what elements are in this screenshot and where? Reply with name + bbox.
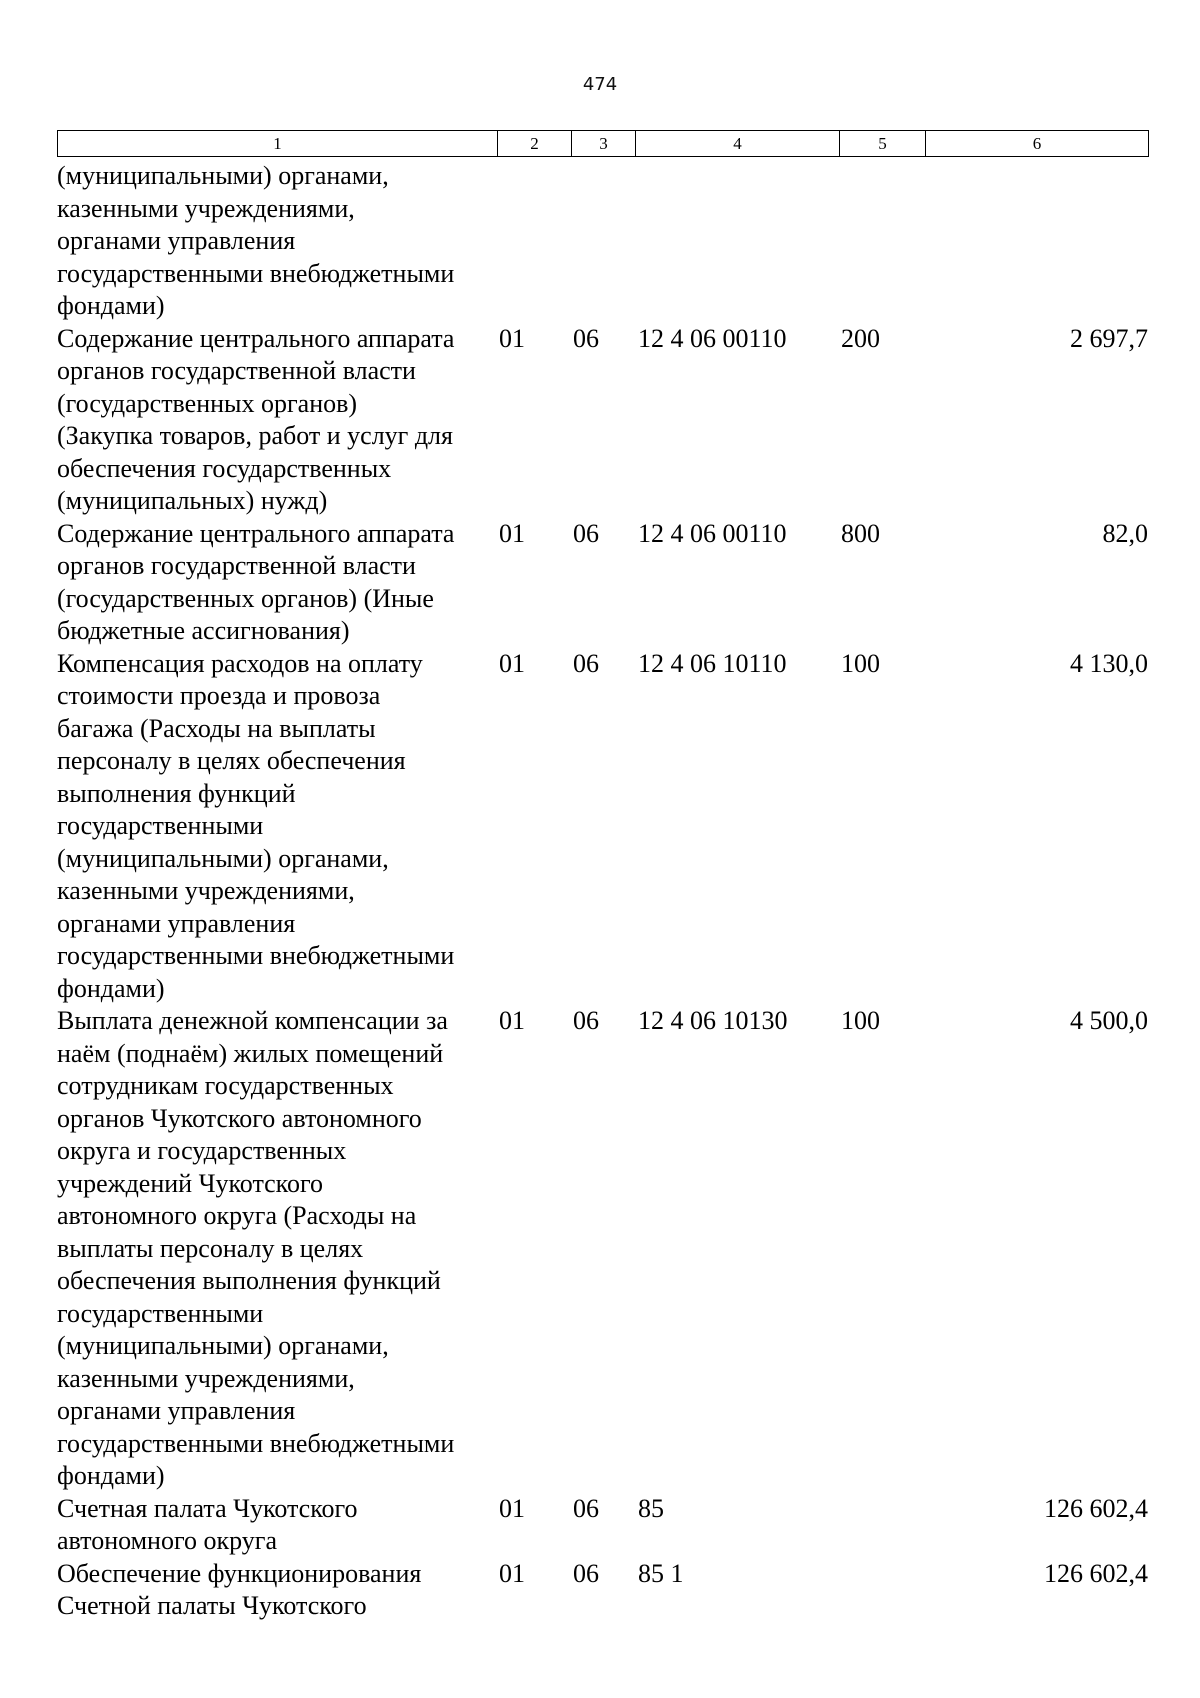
- row-description: Содержание центрального аппарата органов государственной власти (государственных органов) (Закупка товаров, работ и услуг для обеспечения государственных (муниципальных) нужд): [57, 323, 455, 515]
- table-row: [57, 1493, 1148, 1558]
- column-header-3: 3: [572, 131, 636, 157]
- row-target-article: 85 1: [638, 1558, 684, 1588]
- row-subsection-code: 06: [573, 1558, 599, 1588]
- table-row: [57, 1558, 1148, 1623]
- column-header-1: 1: [58, 131, 498, 157]
- row-subsection-code: 06: [573, 648, 599, 678]
- row-description: Компенсация расходов на оплату стоимости проезда и провоза багажа (Расходы на выплаты персоналу в целях обеспечения выполнения функций государственными (муниципальными) органами, казенными учреждениями, органами управления государственными внебюджетными фондами): [57, 648, 455, 1003]
- row-subsection-code: 06: [573, 1493, 599, 1523]
- row-subsection-code: 06: [573, 323, 599, 353]
- page-number: 474: [582, 74, 618, 95]
- row-expense-type: 800: [841, 518, 880, 548]
- row-subsection-code: 06: [573, 1006, 599, 1035]
- table-row: [57, 648, 1148, 1006]
- table-row: [57, 323, 1148, 518]
- column-header-table: [57, 130, 1149, 157]
- row-amount: 126 602,4: [1044, 1493, 1148, 1523]
- table-row: [57, 160, 1148, 323]
- row-target-article: 12 4 06 10110: [638, 648, 787, 678]
- column-header-4: 4: [636, 131, 840, 157]
- row-expense-type: 200: [841, 323, 880, 353]
- column-header-row: [58, 131, 1149, 157]
- column-header-6: 6: [926, 131, 1149, 157]
- table-row: [57, 518, 1148, 648]
- table-row: [57, 1005, 1148, 1493]
- row-description: Обеспечение функционирования Счетной палаты Чукотского: [57, 1558, 422, 1620]
- row-description: Выплата денежной компенсации за наём (поднаём) жилых помещений сотрудникам государственных органов Чукотского автономного округа и государственных учреждений Чукотского автономного округа (Расходы на выплаты персоналу в целях обеспечения выполнения функций государственными (муниципальными) органами, казенными учреждениями, органами управления государственными внебюджетными фондами): [57, 1006, 455, 1490]
- row-target-article: 85: [638, 1493, 664, 1523]
- row-section-code: 01: [499, 1558, 525, 1588]
- row-description: (муниципальными) органами, казенными учреждениями, органами управления государственными внебюджетными фондами): [57, 161, 455, 320]
- row-description: Счетная палата Чукотского автономного округа: [57, 1493, 358, 1555]
- row-section-code: 01: [499, 648, 525, 678]
- column-header-2: 2: [498, 131, 572, 157]
- row-amount: 4 130,0: [1070, 648, 1148, 678]
- budget-rows: [57, 160, 1148, 1623]
- row-amount: 82,0: [1102, 518, 1148, 548]
- row-target-article: 12 4 06 00110: [638, 323, 787, 353]
- row-section-code: 01: [499, 323, 525, 353]
- row-amount: 2 697,7: [1070, 323, 1148, 353]
- column-header-5: 5: [840, 131, 926, 157]
- row-description: Содержание центрального аппарата органов государственной власти (государственных органов) (Иные бюджетные ассигнования): [57, 518, 455, 645]
- row-target-article: 12 4 06 00110: [638, 518, 787, 548]
- row-expense-type: 100: [841, 1006, 880, 1035]
- row-subsection-code: 06: [573, 518, 599, 548]
- row-expense-type: 100: [841, 648, 880, 678]
- row-section-code: 01: [499, 1493, 525, 1523]
- row-section-code: 01: [499, 518, 525, 548]
- row-section-code: 01: [499, 1006, 525, 1035]
- row-amount: 4 500,0: [1070, 1006, 1148, 1035]
- row-amount: 126 602,4: [1044, 1558, 1148, 1588]
- row-target-article: 12 4 06 10130: [638, 1006, 788, 1035]
